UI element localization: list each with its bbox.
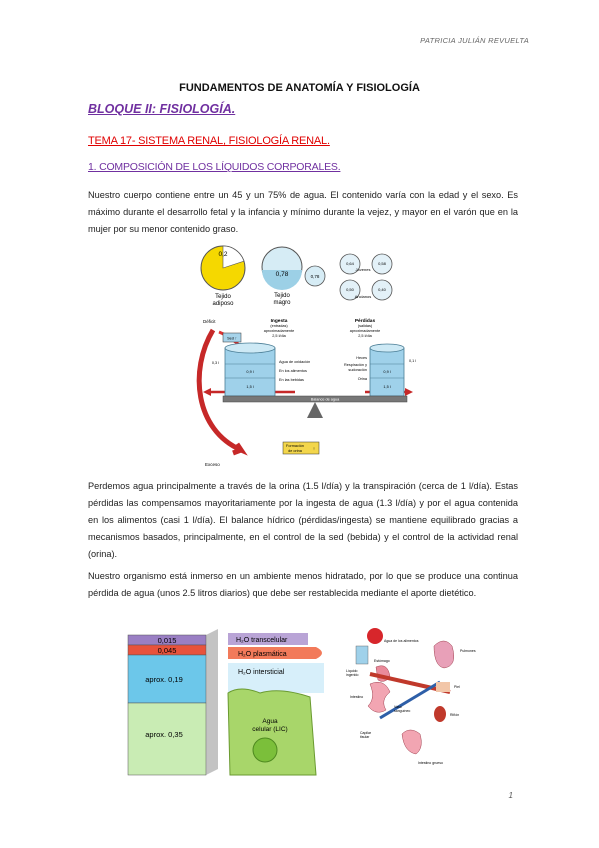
svg-text:Agua: Agua [262,718,278,725]
svg-text:0,015: 0,015 [157,636,177,645]
svg-text:Ingesta: Ingesta [270,319,288,324]
svg-text:Heces: Heces [356,356,367,360]
svg-text:Sed ↑: Sed ↑ [227,336,237,341]
page-number: 1 [508,791,513,800]
adiposo-circle [201,246,245,307]
svg-text:Jóvenes: Jóvenes [355,267,371,272]
svg-text:0,2: 0,2 [218,251,228,258]
svg-text:Tejido: Tejido [274,293,290,299]
svg-text:0,1 l: 0,1 l [409,359,417,363]
svg-text:sudoración: sudoración [348,368,367,372]
water-circulation-figure [340,622,480,772]
svg-text:Estómago: Estómago [374,659,390,663]
svg-text:Respiración y: Respiración y [343,363,367,367]
svg-text:0,78: 0,78 [275,271,289,278]
section-title: 1. COMPOSICIÓN DE LOS LÍQUIDOS CORPORALES. [88,161,341,173]
paragraph-water-content: Nuestro cuerpo contiene entre un 45 y un 75% de agua. El contenido varía con la edad y el sexo. Es máximo durante el desarrollo fetal y la infancia y mínimo durante la vejez, y mayor en el varón que en la mujer por su menor contenido graso. [88,190,518,234]
svg-text:0,64: 0,64 [346,261,354,266]
svg-text:1,5 l: 1,5 l [246,385,254,389]
svg-text:↑: ↑ [312,446,316,451]
svg-text:(entradas): (entradas) [270,324,288,328]
svg-text:Riñón: Riñón [450,713,460,717]
svg-text:Agua de los alimentos: Agua de los alimentos [384,639,419,643]
svg-text:0,9 l: 0,9 l [383,370,391,374]
svg-text:0,3 l: 0,3 l [211,361,219,365]
svg-text:Piel: Piel [454,685,460,689]
svg-text:Pérdidas: Pérdidas [354,319,376,324]
svg-text:H₂O transcelular: H₂O transcelular [236,637,288,644]
svg-text:0,045: 0,045 [157,646,177,655]
svg-text:Formación: Formación [286,444,304,448]
svg-text:En las bebidas: En las bebidas [279,378,304,382]
svg-text:0,40: 0,40 [378,287,386,292]
svg-text:2,5 l/día: 2,5 l/día [272,334,286,338]
svg-text:aproximadamente: aproximadamente [263,329,295,333]
svg-text:Intestino: Intestino [350,695,364,699]
svg-text:Balance de agua: Balance de agua [310,397,340,402]
svg-text:tisular: tisular [360,735,370,739]
svg-text:Tejido: Tejido [215,294,231,300]
age-circles [340,254,392,300]
svg-text:aprox. 0,19: aprox. 0,19 [145,675,183,684]
svg-text:0,9 l: 0,9 l [246,370,254,374]
svg-text:ingerido: ingerido [346,673,359,677]
small-circle [305,266,325,286]
svg-text:de orina: de orina [288,449,302,453]
svg-text:Agua de oxidación: Agua de oxidación [279,360,311,364]
svg-text:0,58: 0,58 [378,261,386,266]
svg-text:aprox. 0,35: aprox. 0,35 [145,730,183,739]
svg-text:0,78: 0,78 [310,274,320,279]
magro-circle [262,247,302,306]
topic-title: TEMA 17- SISTEMA RENAL, FISIOLOGÍA RENAL. [88,135,330,147]
svg-text:(salidas): (salidas) [357,324,373,328]
svg-text:Exceso: Exceso [205,462,220,467]
svg-text:Pulmones: Pulmones [460,649,476,653]
header-author: PATRICIA JULIÁN REVUELTA [420,36,529,45]
svg-text:Líquido: Líquido [346,669,358,673]
document-title: FUNDAMENTOS DE ANATOMÍA Y FISIOLOGÍA [179,82,420,94]
paragraph-water-balance: Perdemos agua principalmente a través de la orina (1.5 l/día) y la transpiración (cerca de 1 l/día). Estas pérdidas las compensamos mayoritariamente por la ingesta de agua (1.3 l/día) y por el agua contenida en los alimentos (casi 1 l/día). El balance hídrico (pérdidas/ingesta) se mantiene equilibrado gracias a mecanismos basados, principalmente, en el control de la sed (bebida) y el control de la actividad renal (orina). [88,481,518,559]
svg-text:2,5 l/día: 2,5 l/día [358,334,372,338]
svg-text:H₂O intersticial: H₂O intersticial [238,669,285,676]
svg-text:Ancianos: Ancianos [354,294,372,299]
svg-text:Capilar: Capilar [360,731,372,735]
svg-text:celular (LIC): celular (LIC) [252,726,288,733]
block-title: BLOQUE II: FISIOLOGÍA. [88,102,236,116]
svg-text:sanguíneo: sanguíneo [394,709,411,713]
svg-text:1,5 l: 1,5 l [383,385,391,389]
svg-text:Intestino grueso: Intestino grueso [418,761,443,765]
fluid-compartments-figure [120,627,335,777]
svg-text:Orina: Orina [357,377,367,381]
svg-text:Déficit: Déficit [203,319,216,324]
water-balance-figure [195,240,425,470]
svg-text:magro: magro [273,300,291,306]
svg-text:adiposo: adiposo [212,301,234,307]
apple-icon [367,628,383,644]
svg-text:aproximadamente: aproximadamente [349,329,381,333]
svg-text:H₂O plasmática: H₂O plasmática [238,651,287,658]
svg-text:En los alimentos: En los alimentos [279,369,307,373]
paragraph-dehydrated-environment: Nuestro organismo está inmerso en un ambiente menos hidratado, por lo que se produce una continua pérdida de agua (unos 2.5 litros diarios) que debe ser restablecida mediante el aporte dietético. [88,571,518,598]
svg-text:Vaso: Vaso [394,705,402,709]
glass-icon [356,646,368,664]
svg-text:0,50: 0,50 [346,287,354,292]
